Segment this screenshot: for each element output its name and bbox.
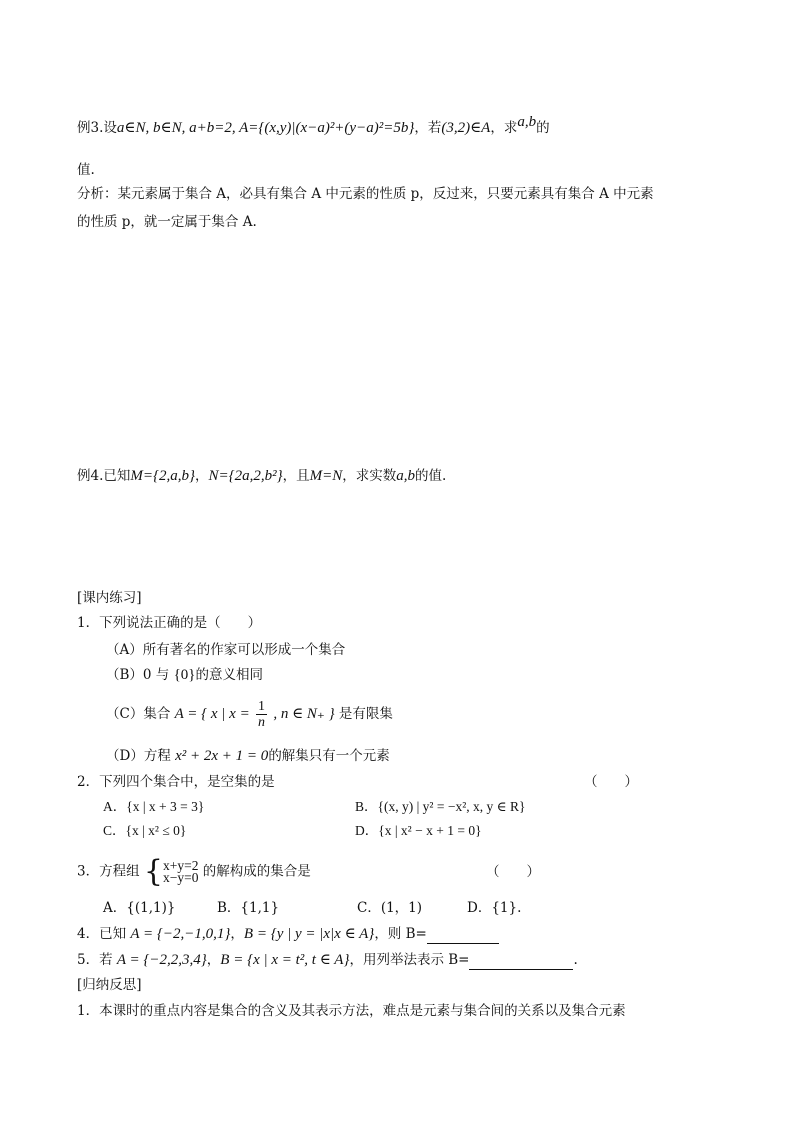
q2-option-c: C．{x | x² ≤ 0} (103, 823, 187, 838)
example-3-line-2: 值. (77, 162, 95, 178)
q3-equation-system (163, 860, 198, 884)
fraction-denominator: n (258, 715, 266, 730)
q1-option-d-post: 的解集只有一个元素 (268, 748, 390, 764)
summary-heading: [归纳反思] (77, 977, 142, 993)
q3-option-b: B．{1,1} (217, 900, 280, 916)
q1-option-b (106, 665, 263, 685)
q1-option-a: （A）所有著名的作家可以形成一个集合 (106, 642, 346, 658)
example-4-set-m: M={2,a,b} (130, 468, 196, 484)
q3-option-a: A．{(1,1)} (103, 900, 176, 916)
q1-option-c-math-left: A = { x | x = (174, 706, 250, 722)
example-3-vars: a,b (517, 114, 537, 130)
analysis-line-1: 分析：某元素属于集合 A，必具有集合 A 中元素的性质 p，反过来，只要元素具有集合 A 中元素 (77, 186, 654, 202)
q1-option-d (106, 746, 390, 766)
q3-post: 的解构成的集合是 (202, 863, 311, 880)
q5-set-b: B = {x | x = t², t ∈ A} (220, 952, 350, 968)
q5-answer-blank[interactable] (469, 954, 573, 970)
q4-answer-blank[interactable] (427, 928, 499, 944)
q1-option-b-pre: （B）0 与 (106, 667, 170, 683)
q1-option-b-math: {0} (173, 667, 196, 683)
q4 (77, 924, 499, 944)
q4-sep: ， (230, 926, 244, 942)
example-4-prefix: 例4.已知 (77, 468, 131, 484)
example-3-tail: 的 (536, 120, 550, 136)
q1-stem: 1．下列说法正确的是（ ） (77, 615, 262, 631)
example-4-mid: ，且 (282, 468, 310, 484)
fraction-numerator: 1 (258, 699, 266, 714)
q1-option-c-fraction (256, 699, 267, 730)
q1-option-c (106, 695, 393, 733)
q1-option-d-math: x² + 2x + 1 = 0 (175, 748, 269, 764)
q3-pre: 3．方程组 (77, 863, 140, 880)
analysis-line-2: 的性质 p，就一定属于集合 A. (77, 214, 257, 230)
practice-heading: [课内练习] (77, 590, 142, 606)
example-3-ask: ，求 (490, 120, 518, 136)
q2-option-a: A．{x | x + 3 = 3} (103, 799, 205, 814)
example-3-prefix: 例3.设 (77, 120, 117, 136)
example-4-ask: ，求实数 (342, 468, 397, 484)
q2-option-d: D．{x | x² − x + 1 = 0} (355, 823, 482, 838)
q3-option-d: D．{1}. (467, 900, 522, 916)
q1-option-b-post: 的意义相同 (195, 667, 264, 683)
left-brace-icon: { (143, 854, 163, 889)
q3-option-c: C．(1，1) (357, 900, 423, 916)
example-4-set-n: N={2a,2,b²} (208, 468, 283, 484)
q2-answer-paren: （ ） (584, 774, 638, 790)
q5-pre: 5．若 (77, 952, 113, 968)
q3-equation-1: x+y=2 (162, 858, 199, 873)
example-4-sep: ， (195, 468, 209, 484)
q4-set-a: A = {−2,−1,0,1} (130, 926, 231, 942)
q4-pre: 4．已知 (77, 926, 127, 942)
example-3-condition: (3,2)∈A (441, 120, 491, 136)
q4-set-b: B = {y | y = |x|x ∈ A} (243, 926, 375, 942)
q3-equation-2: x−y=0 (162, 870, 199, 885)
q4-post: ，则 B= (374, 926, 427, 942)
q1-option-d-pre: （D）方程 (106, 748, 171, 764)
q2-stem: 2．下列四个集合中，是空集的是 (77, 774, 275, 790)
example-3-formula: a∈N, b∈N, a+b=2, A={(x,y)|(x−a)²+(y−a)²=5b} (116, 120, 415, 136)
q3-answer-paren: （ ） (486, 864, 540, 880)
summary-line-1: 1．本课时的重点内容是集合的含义及其表示方法，难点是元素与集合间的关系以及集合元素 (77, 1003, 626, 1019)
q1-option-c-math-right: , n ∈ N₊ } (273, 706, 335, 722)
q5-set-a: A = {−2,2,3,4} (116, 952, 207, 968)
q1-option-c-pre: （C）集合 (106, 706, 171, 722)
q2-option-b: B．{(x, y) | y² = −x², x, y ∈ R} (355, 799, 526, 814)
q1-option-c-post: 是有限集 (338, 706, 393, 722)
example-3-line-1 (77, 114, 550, 138)
example-4-equation: M=N (309, 468, 343, 484)
q5-sep: ， (206, 952, 221, 968)
example-4-vars: a,b (396, 468, 416, 484)
example-3-mid: ，若 (414, 120, 442, 136)
example-4-tail: 的值. (415, 468, 447, 484)
q5-end: . (573, 952, 578, 968)
q5-post: ，用列举法表示 B= (349, 952, 470, 968)
example-4 (77, 466, 446, 486)
q3-stem (77, 854, 311, 889)
q5 (77, 950, 578, 970)
